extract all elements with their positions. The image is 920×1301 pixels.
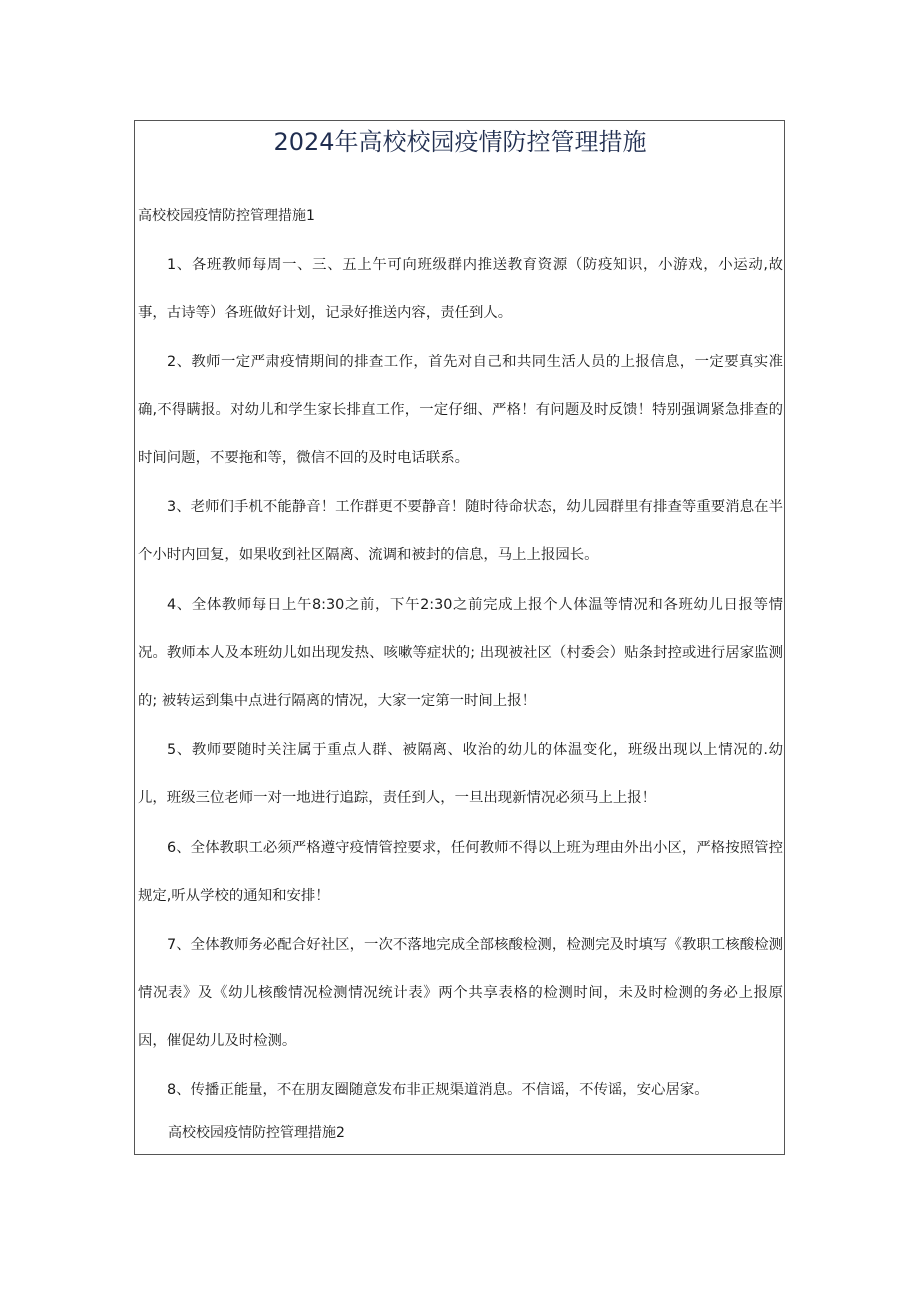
section-heading-1: 高校校园疫情防控管理措施1: [138, 208, 315, 224]
paragraph-6: 6、全体教职工必须严格遵守疫情管控要求，任何教师不得以上班为理由外出小区，严格按照管控规定,听从学校的通知和安排！: [138, 840, 783, 904]
paragraph-8: 8、传播正能量，不在朋友圈随意发布非正规渠道消息。不信谣，不传谣，安心居家。: [167, 1082, 709, 1098]
paragraph-3: 3、老师们手机不能静音！工作群更不要静音！随时待命状态，幼儿园群里有排查等重要消息在半个小时内回复，如果收到社区隔离、流调和被封的信息，马上上报园长。: [138, 499, 783, 563]
section-heading-2: 高校校园疫情防控管理措施2: [168, 1125, 345, 1141]
paragraph-5: 5、教师要随时关注属于重点人群、被隔离、收治的幼儿的体温变化，班级出现以上情况的.幼儿，班级三位老师一对一地进行追踪，责任到人，一旦出现新情况必须马上上报！: [138, 742, 783, 806]
paragraph-2: 2、教师一定严肃疫情期间的排查工作，首先对自己和共同生活人员的上报信息，一定要真实准确,不得瞒报。对幼儿和学生家长排直工作，一定仔细、严格！有问题及时反馈！特别强调紧急排查的时间问题，不要拖和等，微信不回的及时电话联系。: [138, 354, 783, 466]
document-title: 2024年高校校园疫情防控管理措施: [273, 128, 647, 156]
document-frame: [134, 120, 785, 1155]
paragraph-7: 7、全体教师务必配合好社区，一次不落地完成全部核酸检测，检测完及时填写《教职工核酸检测情况表》及《幼儿核酸情况检测情况统计表》两个共享表格的检测时间，未及时检测的务必上报原因，催促幼儿及时检测。: [138, 937, 783, 1049]
paragraph-4: 4、全体教师每日上午8:30之前，下午2:30之前完成上报个人体温等情况和各班幼儿日报等情况。教师本人及本班幼儿如出现发热、咳嗽等症状的; 出现被社区（村委会）贴条封控或进行居家监测的; 被转运到集中点进行隔离的情况，大家一定第一时间上报！: [138, 597, 783, 709]
paragraph-1: 1、各班教师每周一、三、五上午可向班级群内推送教育资源（防疫知识，小游戏，小运动,故事，古诗等）各班做好计划，记录好推送内容，责任到人。: [138, 257, 783, 321]
